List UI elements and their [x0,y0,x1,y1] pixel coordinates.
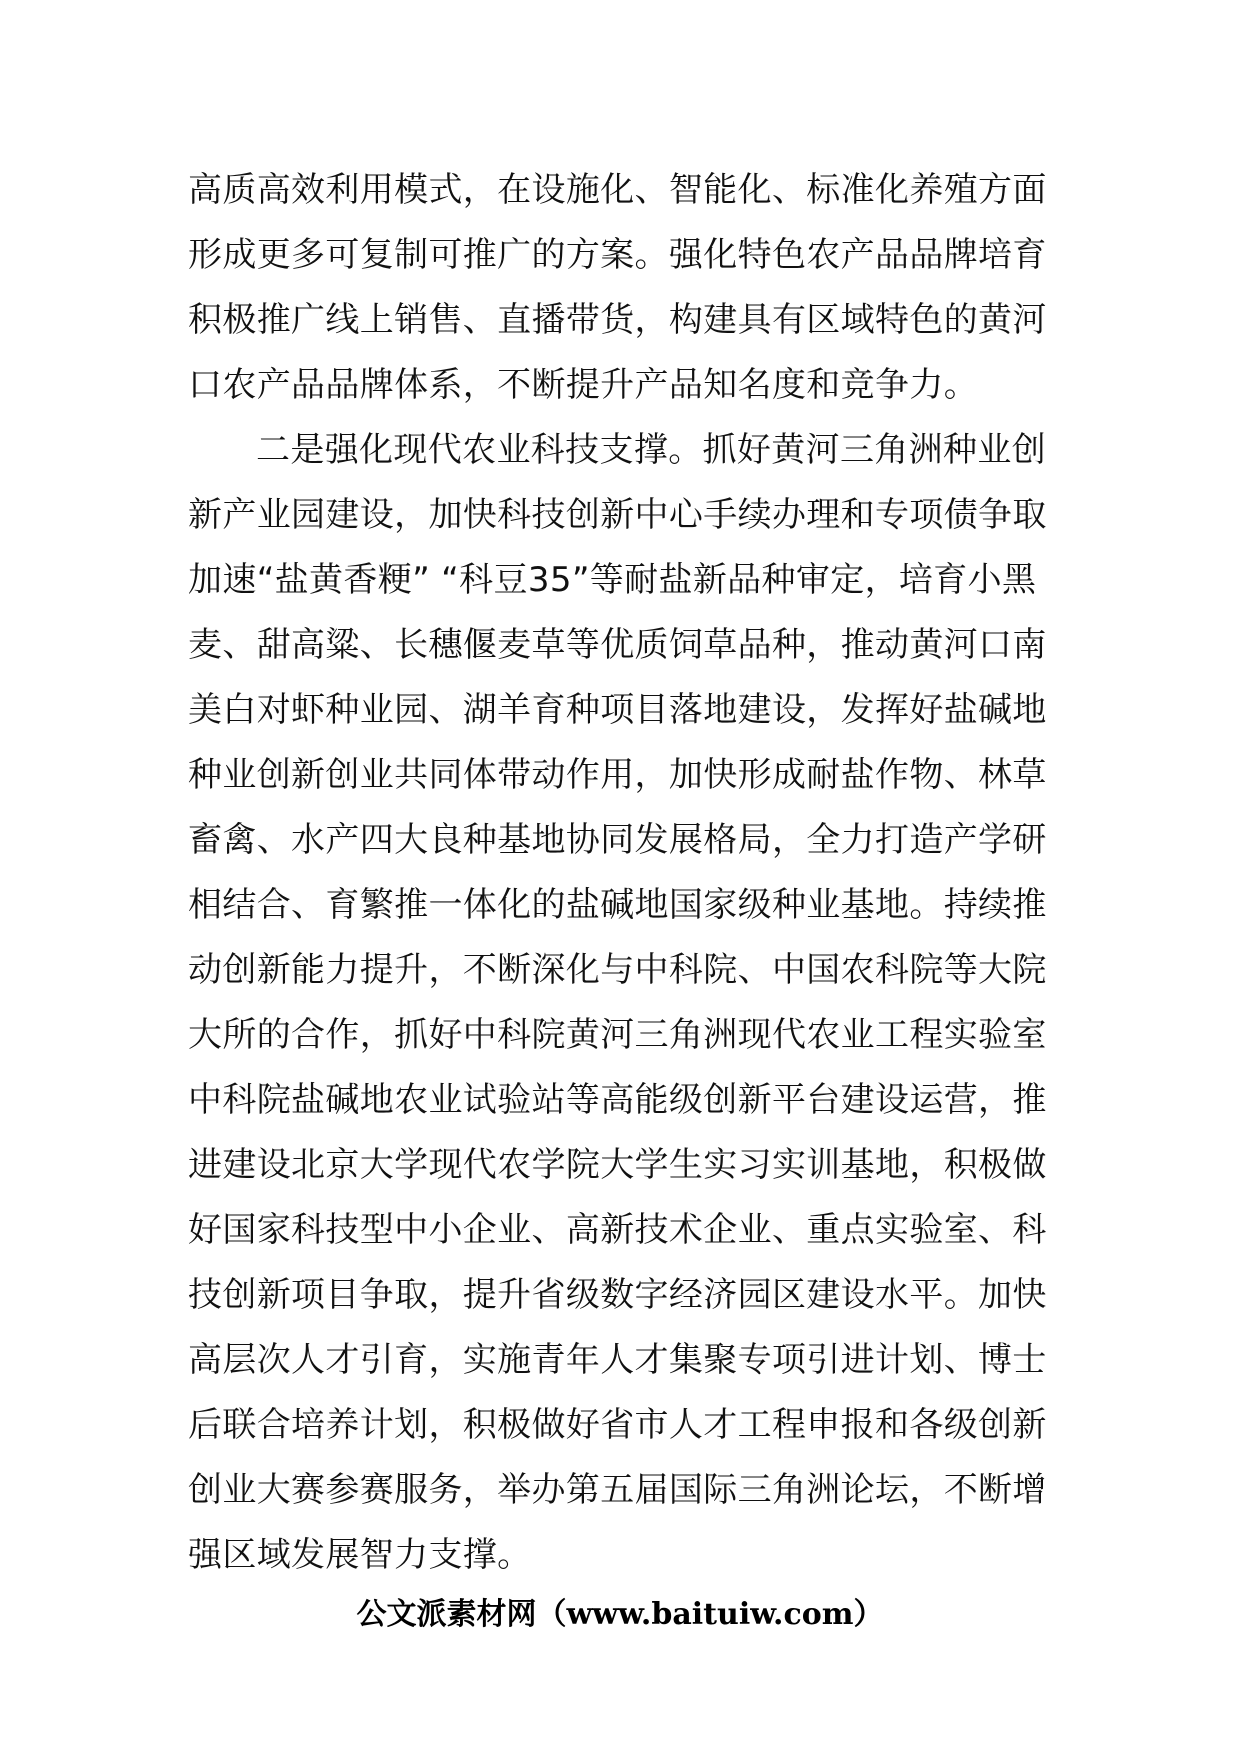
text-line: 种业创新创业共同体带动作用，加快形成耐盐作物、林草 [188,755,1047,795]
document-body [188,158,1058,1588]
text-line: 技创新项目争取，提升省级数字经济园区建设水平。加快 [188,1275,1047,1315]
text-line: 后联合培养计划，积极做好省市人才工程申报和各级创新 [188,1405,1047,1445]
text-line: 麦、甜高粱、长穗偃麦草等优质饲草品种，推动黄河口南 [188,625,1047,665]
text-line: 创业大赛参赛服务，举办第五届国际三角洲论坛，不断增 [188,1470,1047,1510]
text-line: 高层次人才引育，实施青年人才集聚专项引进计划、博士 [188,1340,1047,1380]
text-line: 动创新能力提升，不断深化与中科院、中国农科院等大院 [188,950,1047,990]
footer-source: 公文派素材网（www.baituiw.com） [356,1597,884,1632]
text-line: 大所的合作，抓好中科院黄河三角洲现代农业工程实验室 [188,1015,1047,1055]
text-line: 口农产品品牌体系，不断提升产品知名度和竞争力。 [188,365,979,405]
text-line: 加速“盐黄香粳” “科豆35”等耐盐新品种审定，培育小黑 [188,560,1037,600]
text-line: 积极推广线上销售、直播带货，构建具有区域特色的黄河 [188,300,1047,340]
text-line: 形成更多可复制可推广的方案。强化特色农产品品牌培育 [188,235,1047,275]
text-line: 中科院盐碱地农业试验站等高能级创新平台建设运营，推 [188,1080,1047,1120]
text-line: 美白对虾种业园、湖羊育种项目落地建设，发挥好盐碱地 [188,690,1047,730]
paragraph-first-line: 二是强化现代农业科技支撑。抓好黄河三角洲种业创 [256,430,1047,470]
text-line: 畜禽、水产四大良种基地协同发展格局，全力打造产学研 [188,820,1047,860]
text-line: 强区域发展智力支撑。 [188,1535,532,1575]
text-line: 相结合、育繁推一体化的盐碱地国家级种业基地。持续推 [188,885,1047,925]
text-line: 新产业园建设，加快科技创新中心手续办理和专项债争取 [188,495,1047,535]
text-line: 进建设北京大学现代农学院大学生实习实训基地，积极做 [188,1145,1047,1185]
text-line: 高质高效利用模式，在设施化、智能化、标准化养殖方面 [188,170,1047,210]
text-line: 好国家科技型中小企业、高新技术企业、重点实验室、科 [188,1210,1047,1250]
